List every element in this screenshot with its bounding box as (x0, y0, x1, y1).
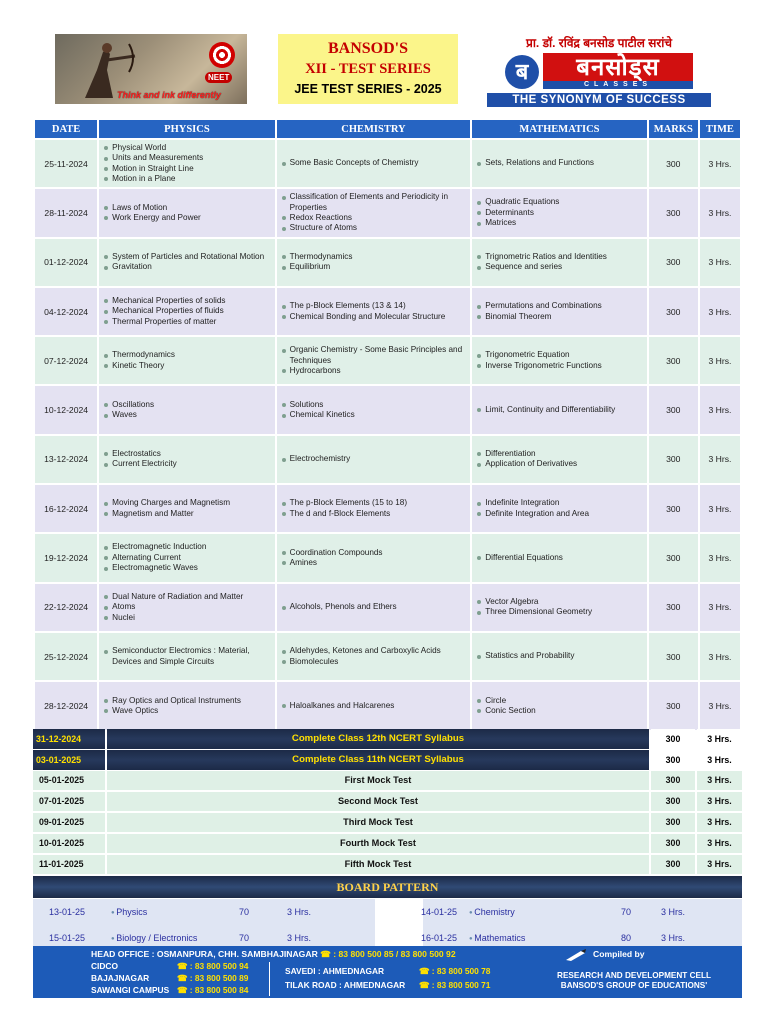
schedule-time: 3 Hrs. (700, 682, 740, 729)
board-date: 13-01-25 (49, 907, 86, 917)
chemistry-topic: The p-Block Elements (13 & 14) (281, 301, 467, 311)
board-marks: 70 (239, 933, 250, 943)
schedule-time: 3 Hrs. (700, 140, 740, 187)
mathematics-topic: Differential Equations (476, 553, 643, 563)
mock-name: Second Mock Test (107, 792, 649, 811)
physics-topic-list (103, 252, 271, 273)
branch-phone: ☎ : 83 800 500 89 (177, 973, 249, 983)
mock-marks: 300 (651, 855, 695, 874)
chemistry-topic-list (281, 400, 467, 421)
mathematics-topic: Permutations and Combinations (476, 301, 643, 311)
mock-test-row (33, 771, 742, 790)
chemistry-cell (277, 386, 471, 433)
chemistry-topic-list (281, 158, 467, 168)
chemistry-topic: Amines (281, 558, 467, 568)
physics-topic-list (103, 400, 271, 421)
schedule-row (35, 288, 740, 335)
physics-topic: Thermodynamics (103, 350, 271, 360)
mathematics-topic: Definite Integration and Area (476, 509, 643, 519)
schedule-time: 3 Hrs. (700, 288, 740, 335)
title-line-1: BANSOD'S (327, 40, 409, 57)
syllabus-name: Complete Class 12th NCERT Syllabus (107, 729, 649, 749)
schedule-date: 04-12-2024 (35, 288, 97, 335)
neet-logo-image (55, 34, 247, 104)
mock-date: 07-01-2025 (33, 792, 105, 811)
chemistry-topic-list (281, 498, 467, 519)
schedule-marks: 300 (649, 633, 698, 680)
mathematics-topic: Binomial Theorem (476, 312, 643, 322)
physics-topic: Units and Measurements (103, 153, 271, 163)
mathematics-cell (472, 239, 647, 286)
mathematics-cell (472, 288, 647, 335)
chemistry-cell (277, 633, 471, 680)
chemistry-topic: The d and f-Block Elements (281, 509, 467, 519)
board-date: 15-01-25 (49, 933, 86, 943)
chemistry-topic: The p-Block Elements (15 to 18) (281, 498, 467, 508)
mathematics-cell (472, 682, 647, 729)
schedule-time: 3 Hrs. (700, 436, 740, 483)
schedule-time: 3 Hrs. (700, 386, 740, 433)
mock-test-row (33, 834, 742, 853)
footer-divider (269, 962, 270, 996)
mock-marks: 300 (651, 813, 695, 832)
schedule-marks: 300 (649, 682, 698, 729)
physics-topic-list (103, 542, 271, 573)
syllabus-date: 03-01-2025 (33, 750, 105, 770)
mathematics-topic-list (476, 498, 643, 519)
schedule-marks: 300 (649, 239, 698, 286)
physics-cell (99, 189, 275, 236)
syllabus-marks: 300 (651, 729, 695, 749)
schedule-marks: 300 (649, 189, 698, 236)
physics-topic: Semiconductor Electromics : Material, Devices and Simple Circuits (103, 646, 271, 667)
mock-name: First Mock Test (107, 771, 649, 790)
brand-mark-icon: ब (505, 55, 539, 89)
mathematics-topic-list (476, 696, 643, 717)
physics-cell (99, 436, 275, 483)
schedule-marks: 300 (649, 288, 698, 335)
chemistry-topic: Redox Reactions (281, 213, 467, 223)
board-time: 3 Hrs. (287, 933, 312, 943)
physics-topic-list (103, 296, 271, 327)
col-header-mathematics: MATHEMATICS (472, 120, 647, 138)
board-time: 3 Hrs. (661, 933, 686, 943)
title-line-3: JEE TEST SERIES - 2025 (294, 82, 442, 96)
schedule-time: 3 Hrs. (700, 534, 740, 581)
col-header-chemistry: CHEMISTRY (277, 120, 471, 138)
board-date: 16-01-25 (421, 933, 458, 943)
mock-time: 3 Hrs. (697, 813, 742, 832)
physics-cell (99, 386, 275, 433)
mathematics-topic-list (476, 158, 643, 168)
mathematics-cell (472, 189, 647, 236)
mathematics-topic: Indefinite Integration (476, 498, 643, 508)
syllabus-name: Complete Class 11th NCERT Syllabus (107, 750, 649, 770)
schedule-row (35, 584, 740, 631)
chemistry-topic: Chemical Bonding and Molecular Structure (281, 312, 467, 322)
branch-phone: ☎ : 83 800 500 78 (419, 966, 491, 976)
board-marks: 80 (621, 933, 632, 943)
schedule-date: 01-12-2024 (35, 239, 97, 286)
logo-marathi-line: प्रा. डॉ. रविंद्र बनसोड पाटील सरांचे (526, 36, 672, 50)
mock-name: Fourth Mock Test (107, 834, 649, 853)
schedule-marks: 300 (649, 485, 698, 532)
chemistry-cell (277, 534, 471, 581)
mock-date: 11-01-2025 (33, 855, 105, 874)
chemistry-topic: Structure of Atoms (281, 223, 467, 233)
branch-phone: ☎ : 83 800 500 71 (419, 980, 491, 990)
mock-date: 09-01-2025 (33, 813, 105, 832)
schedule-row (35, 337, 740, 384)
research-line-2: BANSOD'S GROUP OF EDUCATIONS' (560, 981, 708, 990)
chemistry-topic-list (281, 301, 467, 322)
chemistry-topic: Solutions (281, 400, 467, 410)
mathematics-topic-list (476, 197, 643, 228)
chemistry-topic: Classification of Elements and Periodicity in Properties (281, 192, 467, 213)
schedule-time: 3 Hrs. (700, 485, 740, 532)
col-header-date: DATE (35, 120, 97, 138)
schedule-marks: 300 (649, 386, 698, 433)
schedule-date: 25-12-2024 (35, 633, 97, 680)
chemistry-topic: Equilibrium (281, 262, 467, 272)
physics-topic: System of Particles and Rotational Motion (103, 252, 271, 262)
chemistry-cell (277, 485, 471, 532)
mathematics-cell (472, 485, 647, 532)
physics-topic-list (103, 449, 271, 470)
physics-topic: Mechanical Properties of fluids (103, 306, 271, 316)
col-header-marks: MARKS (649, 120, 698, 138)
mock-test-row (33, 855, 742, 874)
physics-topic: Laws of Motion (103, 203, 271, 213)
schedule-row (35, 386, 740, 433)
schedule-date: 13-12-2024 (35, 436, 97, 483)
mock-marks: 300 (651, 771, 695, 790)
schedule-row (35, 189, 740, 236)
target-icon (209, 42, 235, 68)
physics-topic: Electromagnetic Induction (103, 542, 271, 552)
chemistry-topic: Thermodynamics (281, 252, 467, 262)
mathematics-cell (472, 140, 647, 187)
mathematics-topic: Three Dimensional Geometry (476, 607, 643, 617)
chemistry-topic: Coordination Compounds (281, 548, 467, 558)
chemistry-cell (277, 436, 471, 483)
schedule-row (35, 682, 740, 729)
board-row (33, 901, 742, 921)
mathematics-cell (472, 584, 647, 631)
schedule-time: 3 Hrs. (700, 584, 740, 631)
chemistry-topic-list (281, 252, 467, 273)
schedule-row (35, 239, 740, 286)
schedule-date: 16-12-2024 (35, 485, 97, 532)
mock-time: 3 Hrs. (697, 771, 742, 790)
mathematics-topic-list (476, 405, 643, 415)
branch-line (91, 961, 249, 971)
physics-cell (99, 288, 275, 335)
chemistry-topic: Some Basic Concepts of Chemistry (281, 158, 467, 168)
schedule-date: 28-11-2024 (35, 189, 97, 236)
physics-topic-list (103, 498, 271, 519)
physics-cell (99, 239, 275, 286)
physics-topic: Atoms (103, 602, 271, 612)
branch-line (285, 966, 491, 976)
branch-name: CIDCO (91, 961, 118, 971)
board-date: 14-01-25 (421, 907, 458, 917)
branch-name: SAVEDI : AHMEDNAGAR (285, 966, 385, 976)
physics-topic: Alternating Current (103, 553, 271, 563)
footer-contact (33, 946, 742, 998)
physics-topic: Moving Charges and Magnetism (103, 498, 271, 508)
mathematics-topic: Trigonometric Equation (476, 350, 643, 360)
physics-topic: Work Energy and Power (103, 213, 271, 223)
schedule-date: 07-12-2024 (35, 337, 97, 384)
schedule-time: 3 Hrs. (700, 337, 740, 384)
mock-name: Third Mock Test (107, 813, 649, 832)
board-time: 3 Hrs. (661, 907, 686, 917)
chemistry-topic: Chemical Kinetics (281, 410, 467, 420)
branch-phone: ☎ : 83 800 500 84 (177, 985, 249, 995)
schedule-date: 25-11-2024 (35, 140, 97, 187)
mathematics-cell (472, 337, 647, 384)
chemistry-topic: Electrochemistry (281, 454, 467, 464)
schedule-row (35, 140, 740, 187)
neet-badge: NEET (205, 72, 232, 83)
physics-topic: Thermal Properties of matter (103, 317, 271, 327)
mathematics-topic: Trignometric Ratios and Identities (476, 252, 643, 262)
syllabus-marks: 300 (651, 750, 695, 770)
compiled-by: Compiled by (593, 949, 645, 959)
board-subject: ● Mathematics (469, 933, 525, 943)
physics-topic: Magnetism and Matter (103, 509, 271, 519)
branch-line (285, 980, 491, 990)
physics-topic: Physical World (103, 143, 271, 153)
syllabus-date: 31-12-2024 (33, 729, 105, 749)
physics-topic-list (103, 646, 271, 667)
mathematics-topic-list (476, 651, 643, 661)
mathematics-topic-list (476, 597, 643, 618)
logo-tagline: Think and ink differently (117, 90, 221, 100)
col-header-time: TIME (700, 120, 740, 138)
chemistry-cell (277, 682, 471, 729)
head-office-address: HEAD OFFICE : OSMANPURA, CHH. SAMBHAJINAGAR (91, 949, 318, 959)
schedule-body (35, 140, 740, 730)
branch-name: BAJAJNAGAR (91, 973, 150, 983)
head-office-phone: ☎ : 83 800 500 85 / 83 800 500 92 (320, 949, 456, 959)
board-pattern-section (33, 899, 742, 946)
physics-topic: Mechanical Properties of solids (103, 296, 271, 306)
physics-topic-list (103, 592, 271, 623)
physics-topic: Waves (103, 410, 271, 420)
board-pattern-title: BOARD PATTERN (33, 876, 742, 898)
mock-date: 10-01-2025 (33, 834, 105, 853)
branch-name: SAWANGI CAMPUS (91, 985, 170, 995)
mathematics-topic: Matrices (476, 218, 643, 228)
physics-cell (99, 534, 275, 581)
chemistry-topic-list (281, 192, 467, 234)
mathematics-topic: Conic Section (476, 706, 643, 716)
mathematics-topic-list (476, 553, 643, 563)
mathematics-topic: Determinants (476, 208, 643, 218)
branch-name: TILAK ROAD : AHMEDNAGAR (285, 980, 406, 990)
syllabus-row (33, 729, 742, 749)
schedule-time: 3 Hrs. (700, 239, 740, 286)
physics-topic-list (103, 696, 271, 717)
mock-test-row (33, 792, 742, 811)
physics-cell (99, 633, 275, 680)
syllabus-row (33, 750, 742, 770)
mock-marks: 300 (651, 834, 695, 853)
mathematics-topic: Sets, Relations and Functions (476, 158, 643, 168)
mathematics-topic-list (476, 449, 643, 470)
mock-marks: 300 (651, 792, 695, 811)
physics-topic: Motion in a Plane (103, 174, 271, 184)
board-subject: ● Physics (111, 907, 147, 917)
physics-topic: Kinetic Theory (103, 361, 271, 371)
physics-topic-list (103, 350, 271, 371)
mock-name: Fifth Mock Test (107, 855, 649, 874)
chemistry-topic: Alcohols, Phenols and Ethers (281, 602, 467, 612)
chemistry-cell (277, 239, 471, 286)
physics-topic: Current Electricity (103, 459, 271, 469)
board-time: 3 Hrs. (287, 907, 312, 917)
branch-line (91, 985, 249, 995)
schedule-time: 3 Hrs. (700, 633, 740, 680)
logo-brand (491, 53, 707, 91)
chemistry-cell (277, 140, 471, 187)
physics-topic: Dual Nature of Radiation and Matter (103, 592, 271, 602)
chemistry-cell (277, 189, 471, 236)
schedule-marks: 300 (649, 140, 698, 187)
title-line-2: XII - TEST SERIES (305, 61, 431, 77)
mock-time: 3 Hrs. (697, 834, 742, 853)
chemistry-topic: Hydrocarbons (281, 366, 467, 376)
physics-topic: Electromagnetic Waves (103, 563, 271, 573)
physics-cell (99, 584, 275, 631)
mock-time: 3 Hrs. (697, 855, 742, 874)
physics-topic-list (103, 203, 271, 224)
title-box (278, 34, 458, 104)
physics-cell (99, 485, 275, 532)
mathematics-topic: Statistics and Probability (476, 651, 643, 661)
brand-name-text: बनसोड्स (576, 54, 660, 81)
mock-date: 05-01-2025 (33, 771, 105, 790)
mathematics-topic: Application of Derivatives (476, 459, 643, 469)
chemistry-cell (277, 584, 471, 631)
physics-cell (99, 682, 275, 729)
board-marks: 70 (239, 907, 250, 917)
mathematics-topic-list (476, 301, 643, 322)
schedule-row (35, 485, 740, 532)
mathematics-topic: Circle (476, 696, 643, 706)
branch-phone: ☎ : 83 800 500 94 (177, 961, 249, 971)
head-office (91, 949, 456, 960)
schedule-date: 19-12-2024 (35, 534, 97, 581)
board-subject: ● Biology / Electronics (111, 933, 197, 943)
syllabus-time: 3 Hrs. (697, 750, 742, 770)
mock-time: 3 Hrs. (697, 792, 742, 811)
mathematics-cell (472, 534, 647, 581)
board-marks: 70 (621, 907, 632, 917)
physics-topic: Oscillations (103, 400, 271, 410)
chemistry-topic: Organic Chemistry - Some Basic Principles and Techniques (281, 345, 467, 366)
physics-topic: Electrostatics (103, 449, 271, 459)
schedule-marks: 300 (649, 584, 698, 631)
chemistry-topic-list (281, 646, 467, 667)
chemistry-topic-list (281, 345, 467, 376)
schedule-row (35, 534, 740, 581)
physics-topic-list (103, 143, 271, 185)
chemistry-topic: Biomolecules (281, 657, 467, 667)
physics-topic: Ray Optics and Optical Instruments (103, 696, 271, 706)
mathematics-topic: Differentiation (476, 449, 643, 459)
chemistry-cell (277, 337, 471, 384)
chemistry-topic-list (281, 454, 467, 464)
schedule-date: 10-12-2024 (35, 386, 97, 433)
syllabus-time: 3 Hrs. (697, 729, 742, 749)
schedule-time: 3 Hrs. (700, 189, 740, 236)
schedule-marks: 300 (649, 436, 698, 483)
schedule-row (35, 436, 740, 483)
board-subject: ● Chemistry (469, 907, 515, 917)
board-row (33, 927, 742, 947)
physics-topic: Motion in Straight Line (103, 164, 271, 174)
physics-cell (99, 337, 275, 384)
schedule-date: 22-12-2024 (35, 584, 97, 631)
schedule-date: 28-12-2024 (35, 682, 97, 729)
mathematics-cell (472, 436, 647, 483)
mock-test-row (33, 813, 742, 832)
mathematics-topic-list (476, 252, 643, 273)
physics-topic: Nuclei (103, 613, 271, 623)
mathematics-topic: Quadratic Equations (476, 197, 643, 207)
chemistry-topic-list (281, 602, 467, 612)
schedule-marks: 300 (649, 534, 698, 581)
bansods-classes-logo (481, 34, 717, 108)
brand-sub: CLASSES (543, 81, 693, 89)
mathematics-cell (472, 633, 647, 680)
chemistry-topic-list (281, 548, 467, 569)
page-header (0, 0, 768, 116)
brand-name (543, 53, 693, 89)
mathematics-topic-list (476, 350, 643, 371)
mathematics-topic: Limit, Continuity and Differentiability (476, 405, 643, 415)
chemistry-cell (277, 288, 471, 335)
research-cell (529, 971, 739, 991)
mathematics-topic: Sequence and series (476, 262, 643, 272)
mathematics-cell (472, 386, 647, 433)
chemistry-topic-list (281, 701, 467, 711)
branch-line (91, 973, 249, 983)
mathematics-topic: Inverse Trigonometric Functions (476, 361, 643, 371)
physics-topic: Wave Optics (103, 706, 271, 716)
table-header-row (35, 120, 740, 138)
mathematics-topic: Vector Algebra (476, 597, 643, 607)
chemistry-topic: Haloalkanes and Halcarenes (281, 701, 467, 711)
schedule-table (33, 118, 742, 732)
logo-slogan: THE SYNONYM OF SUCCESS (487, 93, 711, 107)
physics-cell (99, 140, 275, 187)
col-header-physics: PHYSICS (99, 120, 275, 138)
schedule-marks: 300 (649, 337, 698, 384)
chemistry-topic: Aldehydes, Ketones and Carboxylic Acids (281, 646, 467, 656)
physics-topic: Gravitation (103, 262, 271, 272)
research-line-1: RESEARCH AND DEVELOPMENT CELL (557, 971, 711, 980)
schedule-row (35, 633, 740, 680)
pen-icon (565, 948, 587, 962)
